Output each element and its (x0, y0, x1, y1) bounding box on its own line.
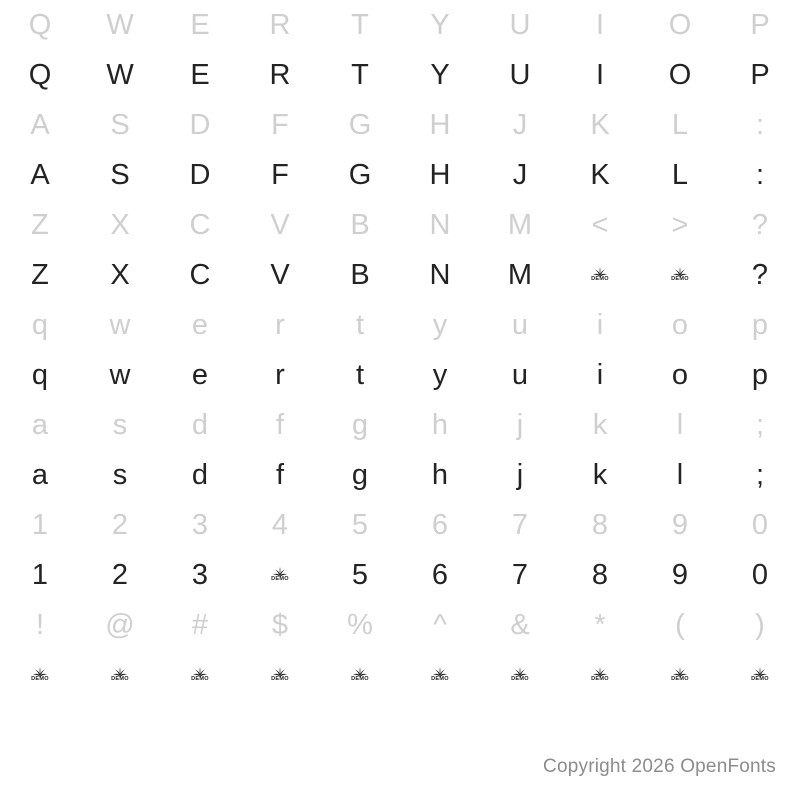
glyph-cell: N (429, 258, 451, 291)
glyph-cell: P (750, 58, 770, 91)
glyph-cell: t (355, 358, 365, 391)
glyph-cell: F (271, 108, 289, 141)
glyph-cell: # (191, 608, 209, 641)
glyph-cell: X (110, 208, 130, 241)
glyph-cell: V (270, 258, 290, 291)
glyph-cell: g (351, 458, 369, 491)
glyph-cell: a (31, 458, 49, 491)
glyph-cell: K (590, 108, 610, 141)
glyph-cell: 8 (591, 558, 609, 591)
glyph-cell: ? (751, 208, 769, 241)
glyph-cell: 6 (431, 558, 449, 591)
demo-label: DEMO (751, 676, 769, 683)
glyph-cell: H (429, 108, 451, 141)
glyph-cell: ) (755, 608, 765, 641)
glyph-cell: q (31, 308, 49, 341)
glyph-cell: L (671, 108, 689, 141)
glyph-cell: 1 (31, 558, 49, 591)
glyph-cell: W (106, 58, 134, 91)
glyph-cell: E (190, 58, 210, 91)
glyph-cell: V (270, 208, 290, 241)
glyph-cell: a (31, 408, 49, 441)
glyph-cell: < (591, 208, 609, 241)
glyph-cell: D (189, 108, 211, 141)
demo-leaf-icon (240, 650, 320, 700)
glyph-cell: p (751, 358, 769, 391)
glyph-cell: K (590, 158, 610, 191)
glyph-cell: I (595, 58, 605, 91)
glyph-cell: J (512, 158, 528, 191)
demo-leaf-icon (640, 250, 720, 300)
glyph-cell: W (106, 8, 134, 41)
glyph-cell: T (351, 58, 369, 91)
glyph-cell: @ (105, 608, 135, 641)
glyph-cell: 7 (511, 508, 529, 541)
glyph-cell: 8 (591, 508, 609, 541)
glyph-cell: g (351, 408, 369, 441)
glyph-cell: u (511, 308, 529, 341)
glyph-cell: ! (35, 608, 45, 641)
glyph-cell: 3 (191, 558, 209, 591)
glyph-cell: l (676, 408, 684, 441)
glyph-cell: r (275, 358, 285, 391)
glyph-cell: e (191, 308, 209, 341)
demo-label: DEMO (31, 676, 49, 683)
glyph-cell: O (668, 58, 692, 91)
demo-label: DEMO (671, 276, 689, 283)
demo-leaf-icon (0, 650, 80, 700)
glyph-cell: ; (755, 458, 765, 491)
glyph-cell: & (510, 608, 530, 641)
glyph-cell: A (30, 108, 50, 141)
demo-label: DEMO (191, 676, 209, 683)
demo-leaf-icon (640, 650, 720, 700)
glyph-cell: % (347, 608, 373, 641)
glyph-cell: ^ (433, 608, 447, 641)
glyph-cell: Z (31, 258, 49, 291)
glyph-cell: 1 (31, 508, 49, 541)
glyph-cell: G (348, 158, 372, 191)
glyph-cell: p (751, 308, 769, 341)
glyph-cell: u (511, 358, 529, 391)
demo-label: DEMO (431, 676, 449, 683)
glyph-cell: R (269, 58, 291, 91)
glyph-cell: 4 (271, 508, 289, 541)
demo-label: DEMO (271, 676, 289, 683)
glyph-cell: H (429, 158, 451, 191)
glyph-cell: i (596, 358, 604, 391)
demo-label: DEMO (591, 676, 609, 683)
glyph-cell: j (516, 408, 524, 441)
glyph-cell: y (432, 358, 448, 391)
glyph-cell: C (189, 208, 211, 241)
glyph-cell: f (275, 458, 285, 491)
glyph-cell: R (269, 8, 291, 41)
glyph-cell: e (191, 358, 209, 391)
glyph-cell: I (595, 8, 605, 41)
glyph-cell: C (189, 258, 211, 291)
glyph-cell: * (594, 608, 606, 641)
glyph-cell: 5 (351, 508, 369, 541)
glyph-cell: l (676, 458, 684, 491)
glyph-cell: 2 (111, 558, 129, 591)
glyph-cell: O (668, 8, 692, 41)
glyph-cell: 9 (671, 508, 689, 541)
glyph-cell: S (110, 108, 130, 141)
glyph-cell: 9 (671, 558, 689, 591)
demo-leaf-icon (560, 250, 640, 300)
glyph-cell: B (350, 258, 370, 291)
glyph-cell: 5 (351, 558, 369, 591)
glyph-cell: i (596, 308, 604, 341)
demo-leaf-icon (400, 650, 480, 700)
glyph-cell: 6 (431, 508, 449, 541)
glyph-cell: M (507, 258, 533, 291)
glyph-cell: N (429, 208, 451, 241)
glyph-cell: T (351, 8, 369, 41)
demo-leaf-icon (720, 650, 800, 700)
copyright-notice: Copyright 2026 OpenFonts (543, 756, 776, 777)
glyph-cell: o (671, 308, 689, 341)
glyph-cell: d (191, 408, 209, 441)
glyph-cell: 2 (111, 508, 129, 541)
glyph-cell: Q (28, 8, 52, 41)
glyph-cell: d (191, 458, 209, 491)
glyph-cell: D (189, 158, 211, 191)
glyph-cell: U (509, 8, 531, 41)
glyph-cell: X (110, 258, 130, 291)
demo-label: DEMO (111, 676, 129, 683)
glyph-cell: j (516, 458, 524, 491)
glyph-cell: h (431, 458, 449, 491)
demo-label: DEMO (511, 676, 529, 683)
demo-leaf-icon (160, 650, 240, 700)
glyph-cell: P (750, 8, 770, 41)
glyph-cell: t (355, 308, 365, 341)
glyph-cell: S (110, 158, 130, 191)
demo-leaf-icon (240, 550, 320, 600)
glyph-cell: : (755, 108, 765, 141)
glyph-cell: s (112, 458, 128, 491)
glyph-cell: Z (31, 208, 49, 241)
glyph-cell: $ (271, 608, 289, 641)
glyph-cell: w (109, 308, 131, 341)
glyph-cell: B (350, 208, 370, 241)
glyph-cell: o (671, 358, 689, 391)
demo-leaf-icon (320, 650, 400, 700)
glyph-cell: 0 (751, 558, 769, 591)
glyph-cell: q (31, 358, 49, 391)
glyph-cell: y (432, 308, 448, 341)
glyph-cell: ( (675, 608, 685, 641)
demo-label: DEMO (271, 576, 289, 583)
glyph-cell: r (275, 308, 285, 341)
glyph-cell: ? (751, 258, 769, 291)
glyph-cell: M (507, 208, 533, 241)
glyph-cell: s (112, 408, 128, 441)
glyph-cell: 0 (751, 508, 769, 541)
glyph-cell: > (671, 208, 689, 241)
glyph-cell: G (348, 108, 372, 141)
glyph-cell: w (109, 358, 131, 391)
glyph-cell: A (30, 158, 50, 191)
demo-label: DEMO (671, 676, 689, 683)
demo-label: DEMO (591, 276, 609, 283)
glyph-cell: ; (755, 408, 765, 441)
glyph-cell: F (271, 158, 289, 191)
glyph-cell: k (592, 458, 608, 491)
glyph-cell: 7 (511, 558, 529, 591)
glyph-cell: : (755, 158, 765, 191)
glyph-cell: U (509, 58, 531, 91)
glyph-cell: Y (430, 58, 450, 91)
glyph-cell: 3 (191, 508, 209, 541)
glyph-cell: J (512, 108, 528, 141)
demo-label: DEMO (351, 676, 369, 683)
demo-leaf-icon (80, 650, 160, 700)
demo-leaf-icon (560, 650, 640, 700)
glyph-cell: L (671, 158, 689, 191)
glyph-cell: Q (28, 58, 52, 91)
demo-leaf-icon (480, 650, 560, 700)
glyph-cell: k (592, 408, 608, 441)
glyph-cell: Y (430, 8, 450, 41)
glyph-cell: h (431, 408, 449, 441)
glyph-cell: E (190, 8, 210, 41)
glyph-cell: f (275, 408, 285, 441)
